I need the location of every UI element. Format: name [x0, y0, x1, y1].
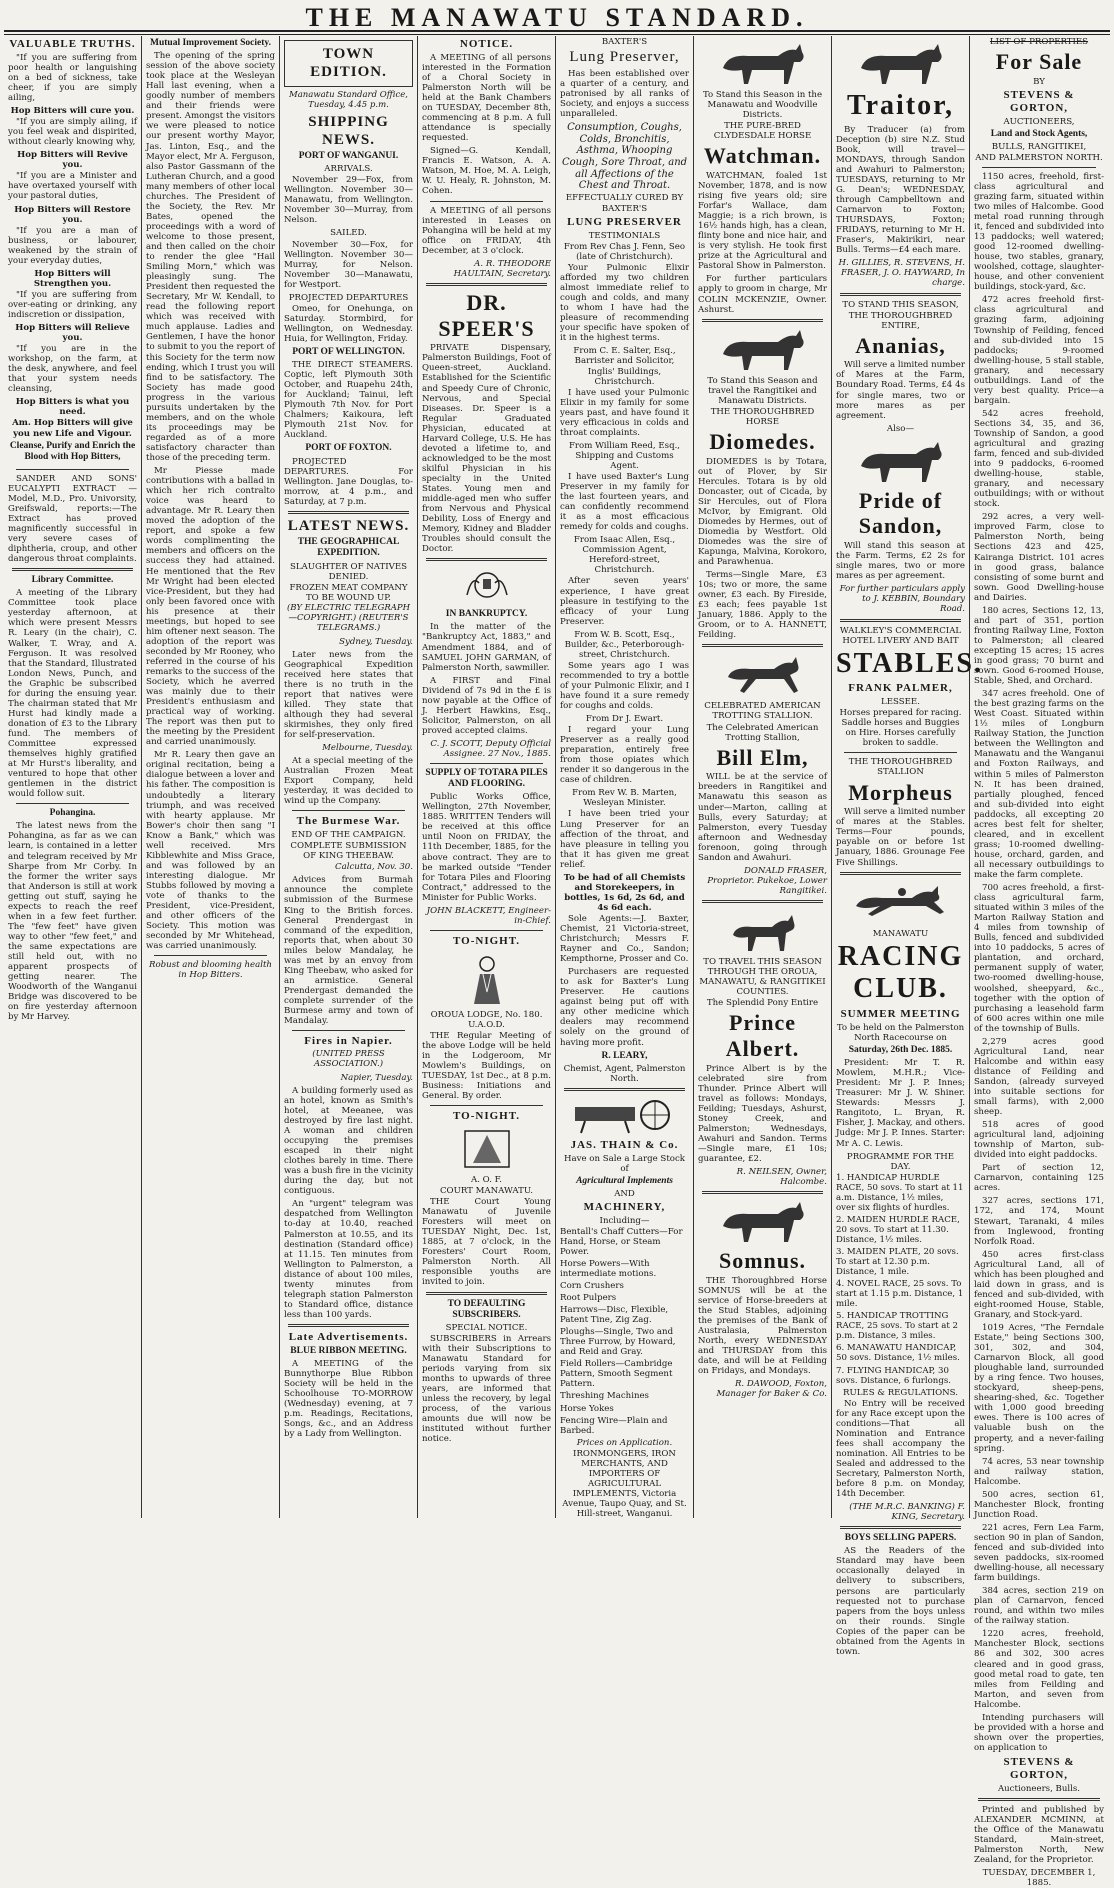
bankruptcy-text-2: A FIRST and Final Dividend of 7s 9d in the £ is now payable at the Office of J. Herbert Hawkins, Esq., Solicitor, Palmerston, on all proved accepted claims. [422, 675, 551, 736]
list-item: Field Rollers—Cambridge Pattern, Smooth Segment Pattern. [560, 1359, 673, 1390]
divider [844, 752, 957, 753]
list-item: 2. MAIDEN HURDLE RACE, 20 sovs. To start at 11.30. Distance, 1½ miles. [836, 1214, 960, 1245]
hop-item: Hop Bitters is what you need. [15, 397, 130, 418]
list-item: 1. HANDICAP HURDLE RACE, 50 sovs. To start at 11 a.m. Distance, 1½ miles, over six flights of hurdles. [836, 1172, 964, 1213]
hop-item: "If you are a man of business, or labourer, weakened by the strain of your everyday duties, [8, 225, 137, 266]
billelm-text: WILL be at the service of breeders in Rangitikei and Manawatu this season as under—Marton, calling at Bulls, every Saturday; at Palmerston, every Tuesday afternoon and Wednesday forenoon, going through Sandon and Awahuri. [698, 772, 827, 863]
testimonial-text: Some years ago I was recommended to try a bottle of your Pulmonic Elixir, and I have found it a sure remedy for coughs and colds. [560, 660, 689, 712]
traitor-title: Traitor, [847, 90, 954, 121]
lessees-text: A MEETING of all persons interested in Leases on Pohangina will be held at my office on FRIDAY, 4th December, at 3 o'clock. [422, 205, 551, 256]
diomedes-intro: To Stand this Season and travel the Rangitikei and Manawatu Districts. [707, 375, 818, 406]
intending: Intending purchasers will be provided with a horse and shown over the properties, on application to [974, 1712, 1104, 1753]
firm-2-sub: Auctioneers, Bulls. [997, 1783, 1081, 1794]
sailed-label: SAILED. [330, 228, 367, 239]
hop-item: "If you are a Minister and have overtaxed yourself with your pastoral duties, [8, 171, 137, 202]
slaughter-denied: SLAUGHTER OF NATIVES DENIED. [289, 561, 408, 582]
list-item: 450 acres first-class Agricultural Land, all of which has been ploughed and laid down in grass, and is fenced and sub-divided, with eight-roomed House, Stable, Granary, and Stock-yard. [974, 1249, 1104, 1320]
divider [702, 1191, 823, 1194]
divider [430, 201, 543, 202]
list-item: 7. FLYING HANDICAP, 30 sovs. Distance, 6 furlongs. [836, 1365, 951, 1386]
blue-ribbon-title: BLUE RIBBON MEETING. [290, 1345, 407, 1356]
hop-item: "If you are simply ailing, if you feel weak and dispirited, without clearly knowing why, [8, 117, 137, 148]
for-sale: For Sale [995, 49, 1083, 75]
pride-text: Will stand this season at the Farm. Terms, £2 2s for single mares, two or more mares as per agreement. [836, 541, 965, 582]
column-5 [556, 36, 694, 1518]
divider [16, 803, 129, 804]
rules-text: No Entry will be received for any Race except upon the conditions—That all Nomination and Entrance fees shall accompany the nomination. All Entries to be Sealed and addressed to the Secretary, Palmerston North, before 8 p.m. on Monday, 14th December. [836, 1398, 965, 1500]
summer-date: Saturday, 26th Dec. 1885. [848, 1045, 953, 1056]
special-notice: SPECIAL NOTICE. [445, 1322, 528, 1333]
also: Also— [886, 423, 915, 434]
list-item: 518 acres of good agricultural land, adjoining township of Marton, sub-divided into eight paddocks. [974, 1120, 1104, 1161]
baxter-2: BAXTER'S [601, 204, 648, 214]
pride-sig: For further particulars apply to J. KEBBIN, Boundary Road. [839, 584, 965, 615]
library-text: A meeting of the Library Committee took place yesterday afternoon, at which were present Messrs R. Leary (in the chair), C. Walker, T. Wray, and A. Ferguson. It was resolved that the Standard, Illustrated London News, Punch, and the Graphic be subscribed for during the ensuing year. The chairman stated that Mr Hurst had kindly made a donation of £3 to the Library fund. The members of Committee expressed themselves highly gratified at Mr Hurst's liberality, and ventured to hope that other gentlemen in the district would follow suit. [8, 588, 137, 800]
diomedes-terms: Terms—Single Mare, £3 10s; two or more, the same owner, £3 each. By Fireside, £3 each; fees payable 1st January, 1886. Apply to the Groom, or to A. HANNETT, Feilding. [698, 570, 827, 641]
horse-icon [846, 40, 956, 86]
latest-news-title: LATEST NEWS. [287, 517, 410, 534]
programme: PROGRAMME FOR THE DAY. [846, 1151, 955, 1172]
list-item: Fencing Wire—Plain and Barbed. [560, 1415, 668, 1436]
burmese-sub-2: COMPLETE SUBMISSION OF KING THEEBAW. [290, 841, 407, 862]
burmese-text: Advices from Burmah announce the complete submission of the Burmese King to the British forces. General Prendergast in command of the expedition, reports that, when about 30 miles below Mandalay, he was met by an envoy from King Theebaw, who asked for an armistice. General Prendergast demanded the complete surrender of the Burmese army and town of Mandalay. [284, 875, 413, 1027]
divider [702, 644, 823, 647]
sander-eucalypti-ad: SANDER AND SONS' EUCALYPTI EXTRACT —Model, M.D., Pro. Univorsity, Greifswald, reports:—The Extract has proved magnificently successful in very severe cases of diphtheria, croup, and other dangerous throat complaints. [8, 473, 137, 565]
stables-title: STABLES. [836, 647, 983, 679]
firm: STEVENS & GORTON, [1003, 88, 1075, 114]
town-edition-title: TOWN EDITION. [310, 46, 387, 80]
testimonial-text: After seven years' experience, I have great pleasure in testifying to the efficacy of your Lung Preserver. [560, 576, 689, 627]
racing-club: RACING CLUB. [837, 940, 964, 1005]
list-item: 4. NOVEL RACE, 25 sovs. To start at 1.15 p.m. Distance, 1 mile. [836, 1279, 964, 1310]
speer-text: PRIVATE Dispensary, Palmerston Buildings, Foot of Queen-street, Auckland. Established for the Scientific and Speedy Cure of Chronic, Nervous, and Special Diseases. Dr. Speer is a Regular Graduated Physician, educated at Harvard College, U.S. He has devoted a lifetime to, and acknowledged to be the most skilful Physician in his specialty in the United States. Young men and middle-aged men who suffer from Nervous and Physical Debility, Loss of Energy and Memory, Kidney and Bladder Troubles should consult the Doctor. [422, 343, 551, 555]
masthead [0, 0, 1114, 30]
telegraph-note: (BY ELECTRIC TELEGRAPH—COPYRIGHT.) (REUTER'S TELEGRAMS.) [286, 602, 411, 633]
list-item: 700 acres freehold, a first-class agricultural farm, situated within 3 miles of the Marton Railway Station and 4 miles from township of Bulls, fenced and subdivided into 10 paddocks, 5 acres of plantation, and orchard, permanent supply of water, two-roomed dwelling-house, woolshed, sheepyard, &c., together with the option of purchasing a leasehold farm of 600 acres within one mile of the township of Bulls. [974, 883, 1104, 1034]
projected-label: PROJECTED DEPARTURES [288, 292, 409, 303]
divider [840, 619, 961, 622]
list-item: 500 acres, section 61, Manchester Block, fronting Junction Road. [974, 1489, 1104, 1520]
hop-item: "If you are in the workshop, on the farm, at the desk, anywhere, and feel that your system needs cleansing, [8, 344, 137, 395]
hop-item: Hop Bitters will cure you. [10, 106, 135, 117]
hop-item: Hop Bitters will Strengthen you. [33, 268, 112, 289]
hop-item: Hop Bitters will Relieve you. [15, 323, 130, 344]
geo-text: Later news from the Geographical Expedition received here states that there is no truth in the report that natives were killed. They state that although they had several skirmishes, they only fired for self-preservation. [284, 649, 413, 740]
somnus-text: THE Thoroughbred Horse SOMNUS will be at the service of Horse-breeders at the Stud Stables, adjoining the premises of the Bank of Australasia, Palmerston North, every WEDNESDAY and THURSDAY from this date, and will be at Feilding on Fridays, and Mondays. [698, 1275, 827, 1377]
divider [564, 1088, 685, 1091]
imprint: Printed and published by ALEXANDER MCMINN, at the Office of the Manawatu Standard, Main-street, Palmerston North, New Zealand, for the Proprietor. [974, 1804, 1104, 1865]
footnote: Robust and blooming health in Hop Bitters. [149, 960, 272, 981]
hop-bitters-items [8, 53, 137, 439]
column-3 [280, 36, 418, 1518]
mutual-text: The opening of the spring session of the above society took place at the Wesleyan Hall last evening, when a goodly number of members and their friends were present. Amongst the visitors we were pleased to notice our present worthy Mayor, Jas. Linton, Esq., and the Mayor elect, Mr A. Ferguson, also Pastor Gassmann of the Lutheran Church, and a good many members of other local churches. The President of the Society, the Rev. Mr Bates, opened the proceedings with a word of welcome to those present, and then called on the choir to render the glee "Hail Smiling Morn," which was pleasingly sung. The President then requested the Secretary, Mr W. Kendall, to read the following report which was received with much applause. Ladies and Gentlemen, I have the honor to submit to you the report of this Society for the term now ending, which I trust you will find to be satisfactory. The Society has made good progress in the various pursuits undertaken by the members, and on the whole its proceedings may be regarded as of a more satisfactory character than those of the preceding term. [146, 51, 275, 463]
testimonial-text: Your Pulmonic Elixir afforded my two children almost immediate relief to cough and colds, and many to whom I have had the pleasure of recommending your specific have spoken of it in the highest terms. [560, 263, 689, 344]
billelm-sub-2: The Celebrated American Trotting Stallion, [706, 722, 819, 743]
hop-slogan: Cleanse, Purify and Enrich the Blood with Hop Bitters, [9, 440, 136, 462]
tonight-title-2: TO-NIGHT. [453, 1110, 520, 1123]
horse-icon [708, 1198, 818, 1244]
palmer: FRANK PALMER, [848, 682, 953, 695]
thain-machinery: MACHINERY, [583, 1200, 666, 1213]
dateline-calcutta: Calcutta, Nov. 30. [335, 862, 413, 873]
direct-steamers: THE DIRECT STEAMERS. Coptic, left Plymouth 30th October, and Ruapehu 24th, for Auckland; Tainui, left Plymouth 7th Nov. for Port Chalmers; Kaikoura, left Plymouth 21st Nov. for Auckland. [284, 360, 413, 441]
hop-item: "If you are suffering from over-eating or drinking, any indiscretion or dissipation, [8, 289, 137, 320]
burmese-title: The Burmese War. [296, 815, 401, 828]
bulls: BULLS, RANGITIKEI, [991, 141, 1087, 152]
lessees-sig: A. R. THEODORE HAULTAIN, Secretary. [453, 258, 551, 279]
oroua-lodge: OROUA LODGE, No. 180. U.A.O.D. [430, 1009, 543, 1030]
rules-title: RULES & REGULATIONS. [843, 1387, 958, 1398]
oroua-text: THE Regular Meeting of the above Lodge will be held in the Lodgeroom, Mr Mowlem's Buildings, on TUESDAY, 1st Dec., at 8 p.m. Business: Initiations and General. By order. [422, 1030, 551, 1102]
thain-title: JAS. THAIN & Co. [570, 1138, 679, 1151]
fires-title: Fires in Napier. [304, 1035, 393, 1048]
divider [702, 319, 823, 322]
albert-sub: The Splendid Pony Entire [706, 998, 819, 1009]
divider [426, 558, 547, 561]
mutual-text-3: Mr R. Leary then gave an original recitation, being a dialogue between a lover and his father. The composition is undoubtedly a literary triumph, and was received with hearty applause. Mr Bower's choir then sang "I Know a Bank," which was well received. Mrs Kibblewhite and Miss Grace, and was followed by an interesting dialogue. Mr Stubbs followed by moving a vote of thanks to the President, vice-President, and other officers of the Society. This motion was seconded by Mr Whitehead, was carried unanimously. [146, 750, 275, 952]
bankruptcy-sig: C. J. SCOTT, Deputy Official Assignee. 27 Nov., 1885. [430, 738, 551, 759]
divider [840, 293, 961, 296]
hop-item: Am. Hop Bitters will give you new Life and Vigour. [12, 418, 133, 439]
and-palmerston: AND PALMERSTON NORTH. [975, 152, 1103, 163]
somnus-title: Somnus. [718, 1248, 807, 1274]
diomedes-sub: THE THOROUGHBRED HORSE [710, 406, 815, 427]
dateline-napier: Napier, Tuesday. [340, 1072, 413, 1083]
divider [702, 900, 823, 903]
testimonial-from: From Isaac Allen, Esq., Commission Agent, Hereford-street, Christchurch. [573, 535, 676, 576]
ananias-title: Ananias, [855, 332, 946, 358]
ananias-sub: THE THOROUGHBRED ENTIRE, [848, 310, 953, 331]
subscribers-text: SUBSCRIBERS in Arrears with their Subscriptions to Manawatu Standard for periods varying from six months to upwards of three years, are informed that unless the recovery, by legal process, of the various amounts due will now be instituted without further notice. [422, 1333, 551, 1445]
pohangina-text: The latest news from the Pohangina, as far as we can learn, is contained in a letter and telegram received by Mr Sharpe from Mr Corby. In the former the writer says that Anderson is still at work getting out stuff, saying he expects to reach the reef when in a few feet further. The "few feet" have given way to other "few feet," and the same expectations are still held out, with no apparent prospects of getting nearer. The Woodworth of the Wanganui Bridge was discovered to be on fire yesterday afternoon by Mr Harvey. [8, 821, 137, 1023]
summer-meeting: SUMMER MEETING [840, 1008, 961, 1021]
testimonials-label: TESTIMONIALS [588, 230, 661, 241]
late-ads-title: Late Advertisements. [288, 1330, 409, 1343]
divider [288, 511, 409, 514]
baxter-title: Lung Preserver, [569, 49, 680, 66]
divider [426, 1292, 547, 1295]
column-8 [970, 36, 1108, 1888]
divider [16, 469, 129, 470]
testimonial-from: From C. E. Salter, Esq., Barrister and Solicitor, Inglis' Buildings, Christchurch. [573, 346, 676, 387]
morpheus-text: Will serve a limited number of mares at the Stables. Terms—Four pounds, payable on or before 1st January, 1886. Grounage Fee Five Shillings. [836, 807, 965, 868]
thain-footer: IRONMONGERS, IRON MERCHANTS, AND IMPORTERS OF AGRICULTURAL IMPLEMENTS, Victoria Avenue, Taupo Quay, and St. Hill-street, Wanganui. [562, 1448, 687, 1519]
library-title: Library Committee. [31, 575, 114, 586]
list-item: 1150 acres, freehold, first-class agricultural and grazing farm, situated within two miles of Halcombe. Good metal road running through it, fenced and subdivided into 13 paddocks; well watered; good 12-roomed dwelling-house, two stables, granary, woolshed, cottage, slaughter-house, and other convenient buildings, stock-yard, &c. [974, 171, 1104, 293]
list-item: 6. MANAWATU HANDICAP, 50 sovs. Distance, 1½ miles. [836, 1343, 960, 1364]
pohangina-title: Pohangina. [49, 808, 96, 819]
port-wanganui: PORT OF WANGANUI. [298, 151, 399, 162]
list-item: 180 acres, Sections 12, 13, and part of 351, portion fronting Railway Line, Foxton to Palmerston; all cleared excepting 15 acres; 15 acres in good grass; 70 burnt and sown. Good 6-roomed House, Stable, Shed, and Orchard. [974, 605, 1104, 687]
albert-intro: TO TRAVEL THIS SEASON THROUGH THE OROUA, MANAWATU, & RANGITIKEI COUNTIES. [699, 956, 826, 998]
imprint-date: TUESDAY, DECEMBER 1, 1885. [982, 1867, 1096, 1888]
masthead-title: THE MANAWATU STANDARD. [305, 3, 809, 32]
horse-icon [846, 438, 956, 484]
diomedes-title: Diomedes. [709, 428, 816, 454]
divider [154, 955, 267, 956]
divider [840, 1526, 961, 1529]
testimonial-text: I regard your Lung Preserver as a really good preparation, entirely free from those opiates which render it so dangerous in the case of children. [560, 725, 689, 786]
rules-sig: (THE M.R.C. BANKING) F. KING, Secretary. [849, 1502, 965, 1523]
boys-title: BOYS SELLING PAPERS. [844, 1533, 957, 1544]
testimonial-text: I have used your Pulmonic Elixir in my family for some years past, and have found it very efficacious in colds and throat complaints. [560, 387, 689, 438]
divider [430, 763, 543, 764]
albert-title: Prince Albert. [725, 1010, 800, 1061]
firm-2: STEVENS & GORTON, [1003, 1755, 1075, 1781]
albert-text: Prince Albert is by the celebrated sire from Thunder. Prince Albert will travel as follows: Mondays, Feilding; Tuesdays, Ashurst, Stoney Creek, and Palmerston; Wednesdays, Awahuri and Sandon. Terms—Single mare, £1 10s; guarantee, £2. [698, 1063, 827, 1165]
list-properties: LIST OF PROPERTIES [989, 37, 1089, 47]
testimonial-from: From Rev Chas J. Fenn, Seo (late of Christchurch). [563, 241, 686, 262]
fires-text: A building formerly used as an hotel, known as Smith's hotel, at Meeanee, was destroyed by fire last night. A woman and children occupying the premises escaped in their night clothes barely in time. There was a bush fire in the vicinity during the day, but not contiguous. [284, 1085, 413, 1197]
royal-arms-icon [457, 565, 517, 605]
watchman-terms: For further particulars apply to groom in charge, Mr COLIN MCKENZIE, Owner. Ashurst. [698, 274, 827, 315]
mutual-text-2: Mr Piesse made contributions with a ballad in which her rich contralto voice was heard to advantage. Mr R. Leary then moved the adoption of the report, and spoke a few words complimenting the members and officers on the success they had attained. He mentioned that the Rev Mr Wright had been elected vice-President, but they had only been favored once with his presence at their meetings, but hoped to see him oftener next season. The adoption of the report was seconded by Mr Rooney, who referred in the course of his remarks to the success of the Society, which he averred was mainly due to their President's enthusiasm and practical way of working. The report was then put to the meeting by the President and carried unanimously. [146, 466, 275, 748]
ananias-text: Will serve a limited number of Mares at the Farm, Boundary Road. Terms, £4 4s for single mares, two or more mares as per agreement. [836, 360, 965, 421]
thain-and: AND [614, 1188, 635, 1199]
port-foxton: PORT OF FOXTON. [305, 443, 392, 454]
race-list [836, 1173, 965, 1386]
leary: R. LEARY, [601, 1050, 648, 1061]
fires-sub: (UNITED PRESS ASSOCIATION.) [312, 1048, 385, 1069]
list-item: 1019 Acres, "The Ferndale Estate," being Sections 300, 301, 302, and 304, Carnarvon Block, all good ploughable land, surrounded by a ring fence. Two houses, stockyard, sheep-pens, shearing-shed, &c. Together with 1,000 good breeding ewes. There is 100 acres of valuable bush on the property, and a never-failing spring. [974, 1323, 1104, 1454]
horse-icon [708, 40, 818, 86]
column-7 [832, 36, 983, 1657]
watchman-sub: THE PURE-BRED CLYDESDALE HORSE [713, 121, 812, 142]
dateline-melbourne: Melbourne, Tuesday. [322, 743, 413, 754]
divider [430, 1105, 543, 1106]
list-item: Bentall's Chaff Cutters—For Hand, Horse, or Steam Power. [560, 1226, 683, 1257]
masthead-rule [4, 30, 1110, 35]
list-item: Threshing Machines [560, 1391, 649, 1402]
morpheus-title: Morpheus [848, 779, 953, 805]
list-item: Root Pulpers [560, 1293, 617, 1304]
chaff-cutter-icon [565, 1095, 685, 1135]
dateline-sydney: Sydney, Tuesday. [339, 636, 413, 647]
billelm-sub: CELEBRATED AMERICAN TROTTING STALLION. [704, 701, 821, 722]
column-4 [418, 36, 556, 1518]
traitor-sig: H. GILLIES, R. STEVENS, H. FRASER, J. O. HAYWARD, In charge. [838, 258, 965, 289]
divider [292, 1030, 405, 1031]
purchasers: Purchasers are requested to ask for Baxter's Lung Preserver. He cautions against being put off with any other medicine which dealers may recommend solely on the ground of having more profit. [560, 967, 689, 1048]
testimonial-text: I have been tried your Lung Preserver for an affection of the throat, and have pleasure in telling you that it has given me great relief. [560, 809, 689, 870]
divider [840, 872, 961, 875]
list-item: 472 acres freehold first-class agricultural and grazing farm, adjoining Township of Feilding, fenced and sub-divided into 15 paddocks; 9-roomed dwelling-house, 5 stall stable, granary, and necessary outbuildings. Land of the very best quality. Price—a bargain. [974, 295, 1104, 406]
testimonial-text: I have used Baxter's Lung Preserver in my family for the last fourteen years, and can confidently recommend it as a most efficacious remedy for colds and coughs. [560, 471, 689, 533]
list-item: Horse Yokes [560, 1403, 614, 1414]
hop-bitters-ad [8, 38, 137, 463]
lessee: LESSEE. [881, 697, 920, 708]
racehorse-icon [846, 879, 956, 925]
watchman-intro: To Stand this Season in the Manawatu and Woodville Districts. [702, 90, 823, 121]
column-1 [4, 36, 142, 1518]
leary-sub: Chemist, Agent, Palmerston North. [563, 1063, 686, 1084]
testimonial-from: From William Reed, Esq., Shipping and Customs Agent. [568, 440, 681, 471]
watchman-text: WATCHMAN, foaled 1st November, 1878, and is now rising five years old; sire Forfar's Wallace, dam Maggie; is a rich brown, is 16½ hands high, has a clean, flinty bone and nice hair, and is very stylish. He took first prize at the Agricultural and Pastoral Show in Palmerston. [698, 170, 827, 272]
shipping-title: SHIPPING NEWS. [308, 113, 389, 148]
pony-icon [708, 907, 818, 953]
trotting-horse-icon [708, 651, 818, 697]
mutual-title: Mutual Improvement Society. [150, 38, 271, 48]
town-edition-sub: Manawatu Standard Office, Tuesday, 4.45 p.m. [289, 90, 408, 111]
billelm-title: Bill Elm, [716, 744, 809, 770]
tonight-title: TO-NIGHT. [453, 934, 520, 947]
baxter-label: BAXTER'S [601, 37, 648, 47]
subscribers-title: TO DEFAULTING SUBSCRIBERS. [447, 1298, 526, 1320]
hop-item: "If you are suffering from poor health or languishing on a bed of sickness, take cheer, if you are simply ailing, [8, 52, 137, 104]
list-item: 2,279 acres good Agricultural Land, near Halcombe and within easy distance of Feilding and Sandon, (already surveyed into suitable sections for small farms), with 2,000 sheep. [974, 1036, 1104, 1118]
land-stock: Land and Stock Agents, [990, 128, 1088, 139]
hop-item: Hop Bitters will Revive you. [17, 150, 128, 171]
list-item: 3. MAIDEN PLATE, 20 sovs. To start at 12.30 p.m. Distance, 1 mile. [836, 1247, 959, 1278]
blue-ribbon-text: A MEETING of the Bunnythorpe Blue Ribbon Society will be held in the Schoolhouse TO-MORROW (Wednesday) evening, at 7 p.m. Readings, Recitations, Songs, &c., and an Address by a Lady from Wellington. [284, 1358, 413, 1440]
ananias-intro: TO STAND THIS SEASON, [842, 299, 959, 310]
albert-sig: R. NEILSEN, Owner, Halcombe. [736, 1167, 827, 1188]
hop-bitters-title: VALUABLE TRUTHS. [9, 38, 136, 50]
geo-expedition-title: THE GEOGRAPHICAL EXPEDITION. [297, 537, 400, 559]
urgent-text: An "urgent" telegram was despatched from Wellington to-day at 10.40, reached Palmerston at 10.55, and its destination (Standard office) at 11.15. Ten minutes from Wellington to Palmerston, a distance of about 100 miles, twenty minutes from telegraph station Palmerston to Standard office, distance less than 100 yards. [284, 1199, 413, 1320]
divider [978, 1798, 1100, 1801]
druid-figure-icon [462, 952, 512, 1006]
foxton-departures: PROJECTED DEPARTURES. For Wellington. Jane Douglas, to-morrow, at 4 p.m., and Saturday, at 7 p.m. [284, 456, 413, 507]
list-item: 292 acres, a very well-improved Farm, close to Palmerston North, being Sections 423 and 425, Kairanga District. 101 acres in good grass, balance consisting of some burnt and sown. Good Dwelling-house and Dairies. [974, 512, 1104, 603]
thain-list [560, 1227, 689, 1436]
bankruptcy-text: In the matter of the "Bankruptcy Act, 1883," and Amendment 1884, and of SAMUEL JOHN GARMAN, of Palmerston North, sawmiller. [422, 622, 551, 673]
property-list [974, 172, 1104, 1710]
totara-sig: JOHN BLACKETT, Engineer-in-Chief. [426, 905, 551, 926]
auctioneers: AUCTIONEERS, [1003, 116, 1075, 127]
thain-implements: Agricultural Implements [576, 1175, 673, 1186]
list-item: 5. HANDICAP TROTTING RACE, 25 sovs. To start at 2 p.m. Distance, 3 miles. [836, 1311, 958, 1342]
list-item: Harrows—Disc, Flexible, Patent Tine, Zig Zag. [560, 1305, 669, 1326]
hop-item: Hop Bitters will Restore you. [14, 204, 131, 225]
notice-text: A MEETING of all persons interested in the Formation of a Choral Society in Palmerston North will be held at the Bank Chambers on TUESDAY, December 8th, commencing at 8 p.m. A full attendance is specially requested. [422, 52, 551, 144]
totara-title: SUPPLY OF TOTARA PILES AND FLOORING. [425, 768, 548, 790]
thain-sub: Have on Sale a Large Stock of [564, 1153, 685, 1174]
list-item: Part of section 12, Carnarvon, containing 125 acres. [974, 1163, 1104, 1194]
aof: A. O. F. [470, 1174, 503, 1185]
court-text: THE Court Young Manawatu of Juvenile Foresters will meet on TUESDAY Night, Dec. 1st, 1885, at 7 o'clock, in the Foresters' Court Room, Palmerston North. All responsible youths are invited to join. [422, 1197, 551, 1288]
horse-icon [708, 326, 818, 372]
bankruptcy-title: IN BANKRUPTCY. [445, 609, 528, 620]
notice-title: NOTICE. [459, 38, 514, 50]
port-wellington: PORT OF WELLINGTON. [292, 346, 405, 357]
list-item: 542 acres freehold, Sections 34, 35, and 36, Township of Sandon, a good agricultural and grazing farm, fenced and sub-divided into 9 paddocks, 6-roomed dwelling-house, stable, granary, and necessary outbuildings; with or without stock. [974, 408, 1104, 510]
list-item: Horse Powers—With intermediate motions. [560, 1258, 657, 1279]
lung-preserver: LUNG PRESERVER [567, 216, 682, 229]
divider [426, 283, 547, 286]
list-item: 384 acres, section 219 on plan of Carnarvon, fenced round, and within two miles of the railway station. [974, 1586, 1104, 1627]
somnus-sig: R. DAWOOD, Foxton, Manager for Baker & Co. [716, 1379, 827, 1400]
town-edition-box [284, 40, 413, 87]
foresters-emblem-icon [459, 1127, 515, 1171]
divider [288, 1324, 409, 1327]
walkley: WALKLEY'S COMMERCIAL HOTEL LIVERY AND BAIT [839, 625, 962, 646]
pride-title: Pride of Sandon, [858, 487, 943, 539]
list-item: 221 acres, Fern Lea Farm, section 90 in plan of Sandon, fenced and sub-divided into seven paddocks, six-roomed dwelling-house, all necessary farm buildings. [974, 1522, 1104, 1584]
burmese-sub: END OF THE CAMPAIGN. [291, 830, 406, 841]
testimonial-from: From Dr J. Ewart. [585, 714, 664, 725]
billelm-sig: DONALD FRASER, Proprietor. Pukekoe, Lower Rangitikei. [707, 865, 827, 896]
sole-agents: Sole Agents:—J. Baxter, Chemist, 21 Victoria-street, Christchurch; Messrs F. Rayner and Co., Sandon; Kempthorne, Prosser and Co. [560, 913, 689, 965]
notice-signatures: Signed—G. Kendall, Francis E. Watson, A. A. Watson, M. Hoe, M. A. Leigh, W. U. Healy, R. Johnston, M. Cohen. [422, 146, 551, 197]
arrivals-label: ARRIVALS. [324, 164, 373, 175]
divider [982, 167, 1096, 168]
court-manawatu: COURT MANAWATU. [439, 1186, 534, 1197]
column-2 [142, 36, 280, 1518]
thain-including: Including— [599, 1215, 650, 1226]
arrivals: November 29—Fox, from Wellington. November 30—Manawatu, from Wellington. November 30—Murray, from Nelson. [284, 175, 413, 226]
watchman-title: Watchman. [703, 143, 822, 169]
manawatu: MANAWATU [872, 928, 929, 939]
melbourne-text: At a special meeting of the Australian Frozen Meat Export Company, held yesterday, it was decided to wind up the Company. [284, 756, 413, 807]
columns [4, 36, 1110, 1888]
boys-text: AS the Readers of the Standard may have been occasionally delayed in delivery to subscribers, persons are particularly requested not to purchase papers from the boys unless on their rounds. Single Copies of the paper can be obtained from the Agents in town. [836, 1546, 965, 1657]
sailed: November 30—Fox, for Wellington. November 30—Murray, for Nelson. November 30—Manawatu, for Westport. [284, 239, 413, 290]
to-be-had: To be had of all Chemists and Storekeepers, in bottles, 1s 6d, 2s 6d, and 4s 6d each. [563, 872, 686, 913]
testimonial-from: From W. B. Scott, Esq., Builder, &c., Peterborough-street, Christchurch. [564, 629, 685, 660]
diomedes-text: DIOMEDES is by Totara, out of Plover, by Sir Hercules. Totara is by old Doncaster, out of Cicada, by Sir Hercules, out of Flora McIvor, by Emigrant. Old Diomedes by Hermes, out of Diomedia by Westfort. Old Diomedes was the sire of Kapunga, Malvina, Korokoro, and Parawhenua. [698, 456, 827, 568]
divider [12, 568, 133, 571]
list-item: Corn Crushers [560, 1281, 624, 1292]
speer-title: DR. SPEER'S [438, 289, 535, 341]
testimonial-from: From Rev W. B. Marten, Wesleyan Minister. [572, 788, 677, 809]
list-item: 1220 acres, freehold, Manchester Block, sections 86 and 302, 300 acres cleared and in good grass, good metal road to gate, ten miles from Feilding and Marton, and seven from Halcombe. [974, 1629, 1104, 1710]
thain-prices: Prices on Application. [576, 1437, 673, 1448]
by: BY [1033, 76, 1045, 87]
baxter-text: Has been established over a quarter of a century, and patronised by all ranks of Society, and enjoys a success unparalleled. [560, 68, 689, 119]
summer-text: President: Mr T. R. Mowlem, M.H.R.; Vice-President: Mr J. P. Innes; Treasurer: Mr J. W. Shiner. Stewards: Messrs J. Rangitoto, L. Bryan, R. Fisher, J. Mackay, and others. Judge: Mr J. P. Innes. Starter: Mr A. C. Lewis. [836, 1058, 965, 1149]
totara-text: Public Works Office, Wellington, 27th November, 1885. WRITTEN Tenders will be received at this office until Noon on FRIDAY, the 11th December, 1885, for the above contract. They are to be marked outside "Tender for Totara Piles and Flooring Contract," addressed to the Minister for Public Works. [422, 792, 551, 903]
stables-text: Horses prepared for racing. Saddle horses and Buggies on Hire. Horses carefully broken to saddle. [839, 708, 962, 749]
frozen-meat: FROZEN MEAT COMPANY TO BE WOUND UP. [289, 582, 408, 603]
divider [430, 930, 543, 931]
list-item: 74 acres, 53 near township and railway station, Halcombe. [974, 1456, 1104, 1487]
list-item: 347 acres freehold. One of the best grazing farms on the West Coast. Situated within 1½ miles of Longburn Railway Station, the Junction between the Wellington and Manawatu and the Wanganui and Foxton Railways, and within 5 miles of Palmerston N. It has been drained, partially ploughed, fenced and sub-divided into eight paddocks, all excepting 20 acres best felt for shelter, cleared, and in excellent grass; 10-roomed dwelling-house, orchard, garden, and all necessary outbuildings to make the farm complete. [974, 689, 1104, 880]
divider [292, 810, 405, 811]
list-item: Ploughs—Single, Two and Three Furrow, by Howard, and Reid and Gray. [560, 1327, 676, 1358]
traitor-text: By Traducer (a) from Deception (b) sire N.Z. Stud Book, will travel—MONDAYS, through Sandon and Awahuri to Palmerston; TUESDAYS, returning to Mr G. Dean's; WEDNESDAY, through Campbelltown and Carnarvon to Foxton; THURSDAYS, Foxton; FRIDAYS, returning to Mr H. Fraser's, Makirikiri, near Bulls. Terms—£4 each mare. [836, 124, 965, 256]
summer-sub: To be held on the Palmerston North Racecourse on [836, 1022, 965, 1043]
baxter-cures: Consumption, Coughs, Colds, Bronchitis, Asthma, Whooping Cough, Sore Throat, and all Affections of the Chest and Throat. [561, 121, 688, 192]
effectually-cured: EFFECTUALLY CURED BY [565, 192, 684, 203]
projected: Omeo, for Onehunga, on Saturday. Stormbird, for Wellington, on Wednesday. Huia, for Wellington, Friday. [284, 303, 413, 344]
column-6 [694, 36, 832, 1518]
morpheus-sub: THE THOROUGHBRED STALLION [848, 757, 953, 778]
list-item: 327 acres, sections 171, 172, and 174, Mount Stewart, Taranaki, 4 miles from Inglewood, fronting Norfolk Road. [974, 1196, 1104, 1247]
